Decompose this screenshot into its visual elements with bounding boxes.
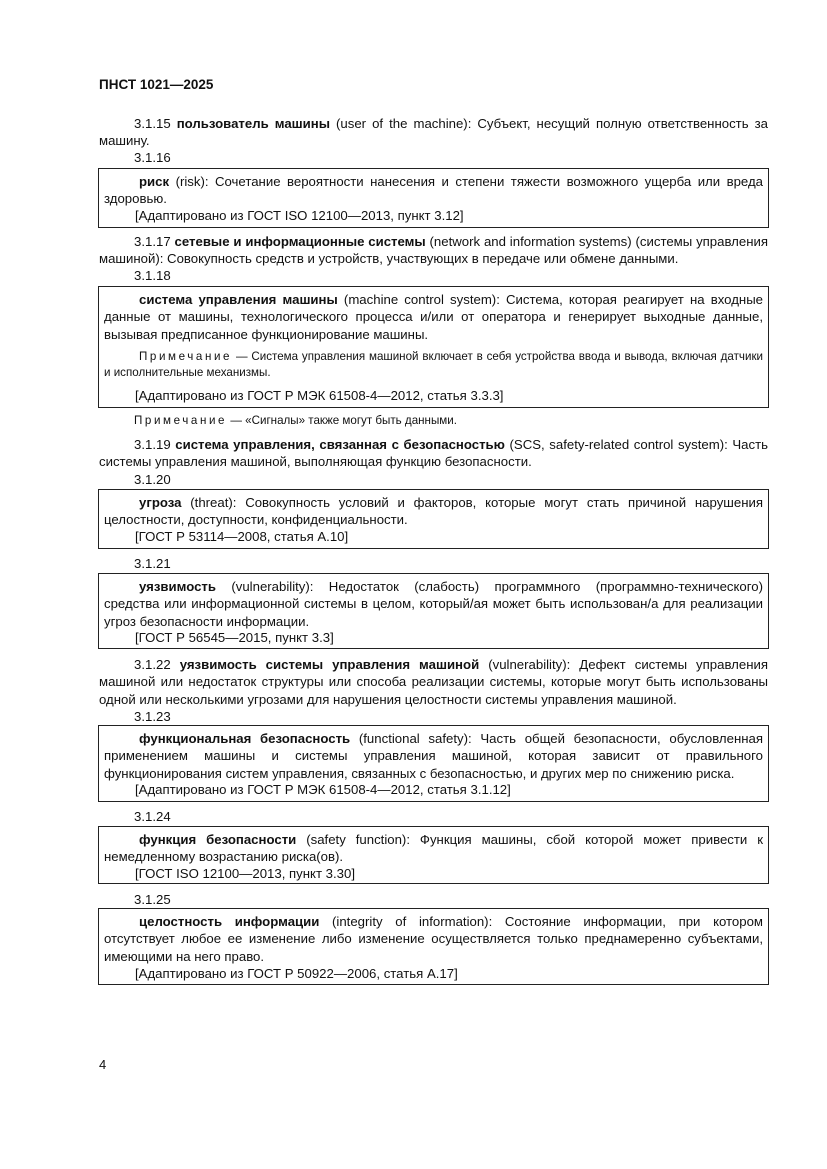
entry-box-3-1-21: [98, 573, 769, 649]
source-reference: [Адаптировано из ГОСТ ISO 12100—2013, пункт 3.12]: [135, 208, 464, 223]
entry-box-3-1-16: [98, 168, 769, 228]
entry-box-3-1-25: [98, 908, 769, 985]
entry-number: 3.1.25: [134, 892, 171, 907]
definition: целостность информации (integrity of information): Состояние информации, при котором отсутствует любое ее изменение либо изменение осуществляется только преднамеренно субъектами, имеющими на него право.: [104, 914, 764, 964]
entry-number: 3.1.24: [134, 809, 171, 824]
note-after: Примечание — «Сигналы» также могут быть данными.: [134, 414, 457, 427]
entry-number: 3.1.18: [134, 268, 171, 283]
source-reference: [ГОСТ Р 53114—2008, статья А.10]: [135, 529, 349, 544]
entry-number: 3.1.23: [134, 709, 171, 724]
source-reference: [Адаптировано из ГОСТ Р 50922—2006, статья А.17]: [135, 966, 458, 981]
entry-box-3-1-18: [98, 286, 769, 408]
entry-3-1-17: 3.1.17 сетевые и информационные системы (network and information systems) (системы управления машиной): Совокупность средств и устройств, участвующих в передаче или обмене данными.: [99, 234, 768, 267]
source-reference: [Адаптировано из ГОСТ Р МЭК 61508-4—2012, статья 3.3.3]: [135, 388, 504, 403]
definition: угроза (threat): Совокупность условий и факторов, которые могут стать причиной нарушения целостности, доступности, конфиденциальности.: [104, 495, 763, 528]
definition: уязвимость (vulnerability): Недостаток (слабость) программного (программно-технического) средства или информационной системы в целом, который/ая может быть использован/а для реализации угроз безопасности информации.: [104, 579, 763, 629]
entry-box-3-1-24: [98, 826, 769, 884]
entry-box-3-1-20: [98, 489, 769, 549]
definition: система управления машины (machine control system): Система, которая реагирует на входные данные от машины, технологического процесса и/или от оператора и генерирует выходные данные, вызывая предписанное функционирование машины.: [104, 292, 764, 342]
entry-box-3-1-23: [98, 725, 769, 802]
definition: функция безопасности (safety function): Функция машины, сбой которой может привести к немедленному возрастанию риска(ов).: [104, 832, 763, 865]
entry-number: 3.1.21: [134, 556, 171, 571]
definition: риск (risk): Сочетание вероятности нанесения и степени тяжести возможного ущерба или вреда здоровью.: [104, 174, 763, 207]
term: пользователь машины: [176, 116, 330, 131]
entry-number: 3.1.16: [134, 150, 171, 165]
entry-3-1-19: 3.1.19 система управления, связанная с безопасностью (SCS, safety-related control system): Часть системы управления машиной, выполняющая функцию безопасности.: [99, 437, 768, 470]
entry-number: 3.1.20: [134, 472, 171, 487]
entry-3-1-15: 3.1.15 пользователь машины (user of the machine): Субъект, несущий полную ответственность за машину.: [99, 116, 768, 149]
definition: функциональная безопасность (functional safety): Часть общей безопасности, обусловленная применением машины и системы управления машиной, которая зависит от правильного функционирования систем управления, связанных с безопасностью, и других мер по снижению риска.: [104, 731, 764, 781]
note: Примечание — Система управления машиной включает в себя устройства ввода и вывода, включая датчики и исполнительные механизмы.: [104, 350, 763, 379]
document-header: ПНСТ 1021—2025: [99, 77, 214, 92]
entry-3-1-22: 3.1.22 уязвимость системы управления машиной (vulnerability): Дефект системы управления машиной или недостаток структуры или способа реализации системы, которые могут быть использованы одной или несколькими угрозами для нарушения целостности системы управления машиной.: [99, 657, 768, 707]
page-number: 4: [99, 1057, 107, 1072]
source-reference: [Адаптировано из ГОСТ Р МЭК 61508-4—2012, статья 3.1.12]: [135, 782, 511, 797]
source-reference: [ГОСТ Р 56545—2015, пункт 3.3]: [135, 630, 334, 645]
source-reference: [ГОСТ ISO 12100—2013, пункт 3.30]: [135, 866, 356, 881]
